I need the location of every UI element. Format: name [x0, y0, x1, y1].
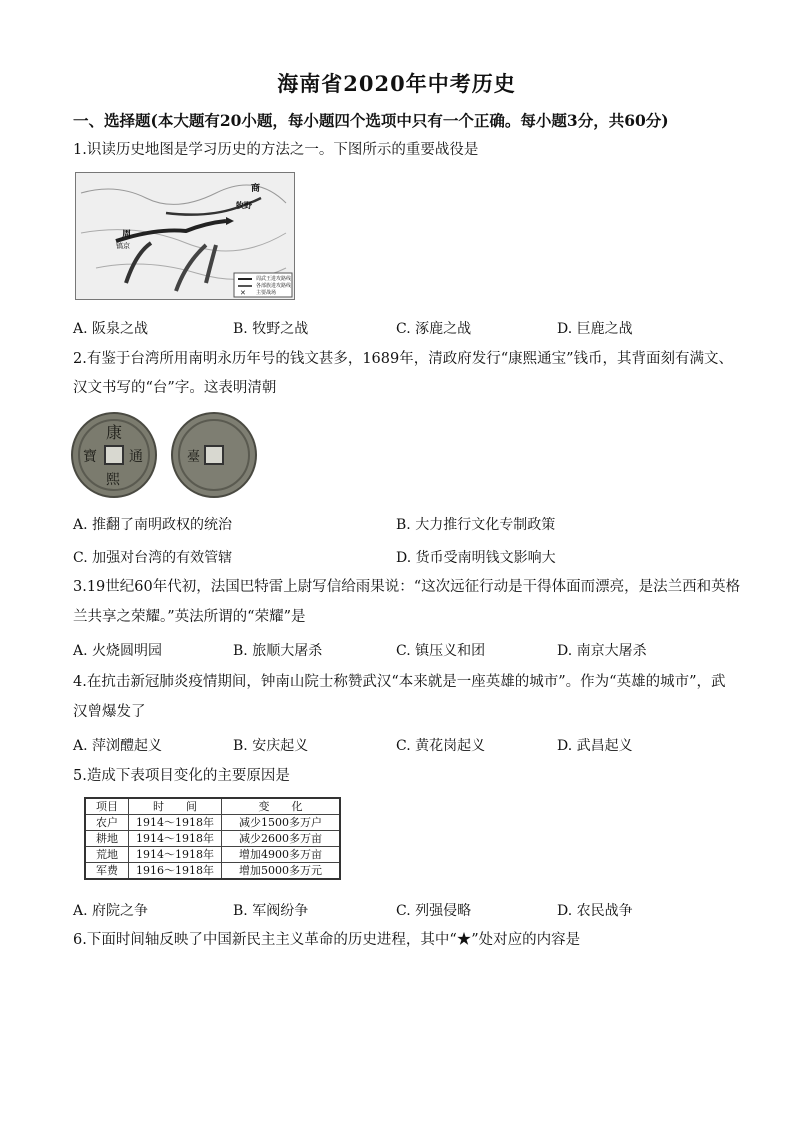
- table-cell: 军费: [85, 863, 129, 880]
- q3-option-d[interactable]: D. 南京大屠杀: [557, 643, 647, 659]
- map-legend-item-1: 周武王进攻路线: [256, 276, 292, 282]
- question-4-stem-line2: 汉曾爆发了: [73, 704, 146, 720]
- table-row: [85, 815, 340, 831]
- table-cell: 减少1500多万户: [222, 815, 341, 831]
- q4-option-b[interactable]: B. 安庆起义: [233, 738, 309, 754]
- q5-option-b[interactable]: B. 军阀纷争: [233, 903, 309, 919]
- table-cell: 增加5000多万元: [222, 863, 341, 880]
- coin-drawing: [71, 412, 261, 498]
- table-cell: 农户: [85, 815, 129, 831]
- data-table: [84, 797, 341, 880]
- map-legend-item-3: 主要战场: [256, 290, 277, 296]
- table-row: [85, 831, 340, 847]
- q3-option-a[interactable]: A. 火烧圆明园: [73, 643, 163, 659]
- q1-option-a[interactable]: A. 阪泉之战: [73, 321, 149, 337]
- q4-option-a[interactable]: A. 萍浏醴起义: [73, 738, 163, 754]
- map-label-muye: 牧野: [236, 200, 252, 210]
- coin-front-char-right: 通: [129, 449, 143, 465]
- table-cell: 1914～1918年: [129, 815, 222, 831]
- coin-back-char: 臺: [187, 450, 201, 465]
- q2-option-c[interactable]: C. 加强对台湾的有效管辖: [73, 550, 233, 566]
- q2-option-a[interactable]: A. 推翻了南明政权的统治: [73, 517, 233, 533]
- page-title: 海南省2020年中考历史: [277, 71, 516, 96]
- battle-map: [75, 172, 295, 300]
- table-cell: 荒地: [85, 847, 129, 863]
- question-2-stem-line2: 汉文书写的“台”字。这表明清朝: [73, 380, 277, 396]
- q5-option-a[interactable]: A. 府院之争: [73, 903, 149, 919]
- section-heading: 一、选择题(本大题有20小题，每小题四个选项中只有一个正确。每小题3分，共60分): [73, 111, 669, 130]
- table-cell: 1914～1918年: [129, 847, 222, 863]
- question-1-stem: 1.识读历史地图是学习历史的方法之一。下图所示的重要战役是: [73, 142, 479, 158]
- coin-front-char-bottom: 熙: [106, 472, 120, 488]
- map-label-shang: 商: [251, 184, 261, 194]
- table-header-cell: 变 化: [222, 798, 341, 815]
- q4-option-c[interactable]: C. 黄花岗起义: [396, 738, 486, 754]
- question-2-stem-line1: 2.有鉴于台湾所用南明永历年号的钱文甚多，1689年，清政府发行“康熙通宝”钱币，其背面刻有满文、: [73, 351, 734, 367]
- table-header-cell: 项目: [85, 798, 129, 815]
- question-6-stem: 6.下面时间轴反映了中国新民主主义革命的历史进程，其中“★”处对应的内容是: [73, 932, 581, 948]
- question-3-stem-line1: 3.19世纪60年代初，法国巴特雷上尉写信给雨果说：“这次远征行动是干得体面而漂亮，是法兰西和英格: [73, 579, 741, 595]
- table-cell: 耕地: [85, 831, 129, 847]
- coin-front-char-left: 寶: [83, 449, 97, 465]
- coin-images: [71, 412, 261, 498]
- q3-option-b[interactable]: B. 旅顺大屠杀: [233, 643, 323, 659]
- q5-option-d[interactable]: D. 农民战争: [557, 903, 633, 919]
- table-header-cell: 时 间: [129, 798, 222, 815]
- q5-option-c[interactable]: C. 列强侵略: [396, 903, 472, 919]
- question-4-stem-line1: 4.在抗击新冠肺炎疫情期间，钟南山院士称赞武汉“本来就是一座英雄的城市”。作为“英雄的城市”，武: [73, 674, 726, 690]
- q1-option-d[interactable]: D. 巨鹿之战: [557, 321, 633, 337]
- map-legend-item-2: 各部族进攻路线: [256, 283, 292, 289]
- q1-option-c[interactable]: C. 涿鹿之战: [396, 321, 472, 337]
- table-cell: 增加4900多万亩: [222, 847, 341, 863]
- table-row: [85, 847, 340, 863]
- q4-option-d[interactable]: D. 武昌起义: [557, 738, 633, 754]
- table-cell: 1916～1918年: [129, 863, 222, 880]
- q3-option-c[interactable]: C. 镇压义和团: [396, 643, 486, 659]
- table-cell: 减少2600多万亩: [222, 831, 341, 847]
- q2-option-d[interactable]: D. 货币受南明钱文影响大: [396, 550, 556, 566]
- question-3-stem-line2: 兰共享之荣耀。”英法所谓的“荣耀”是: [73, 609, 306, 625]
- q2-option-b[interactable]: B. 大力推行文化专制政策: [396, 517, 556, 533]
- map-label-zhou: 周: [122, 230, 132, 240]
- q1-option-b[interactable]: B. 牧野之战: [233, 321, 309, 337]
- table-row: [85, 863, 340, 880]
- svg-text:✕: ✕: [240, 289, 246, 297]
- question-5-stem: 5.造成下表项目变化的主要原因是: [73, 768, 290, 784]
- table-header-row: [85, 798, 340, 815]
- table-cell: 1914～1918年: [129, 831, 222, 847]
- map-label-haojing: 镐京: [116, 242, 130, 250]
- coin-front-char-top: 康: [106, 423, 123, 442]
